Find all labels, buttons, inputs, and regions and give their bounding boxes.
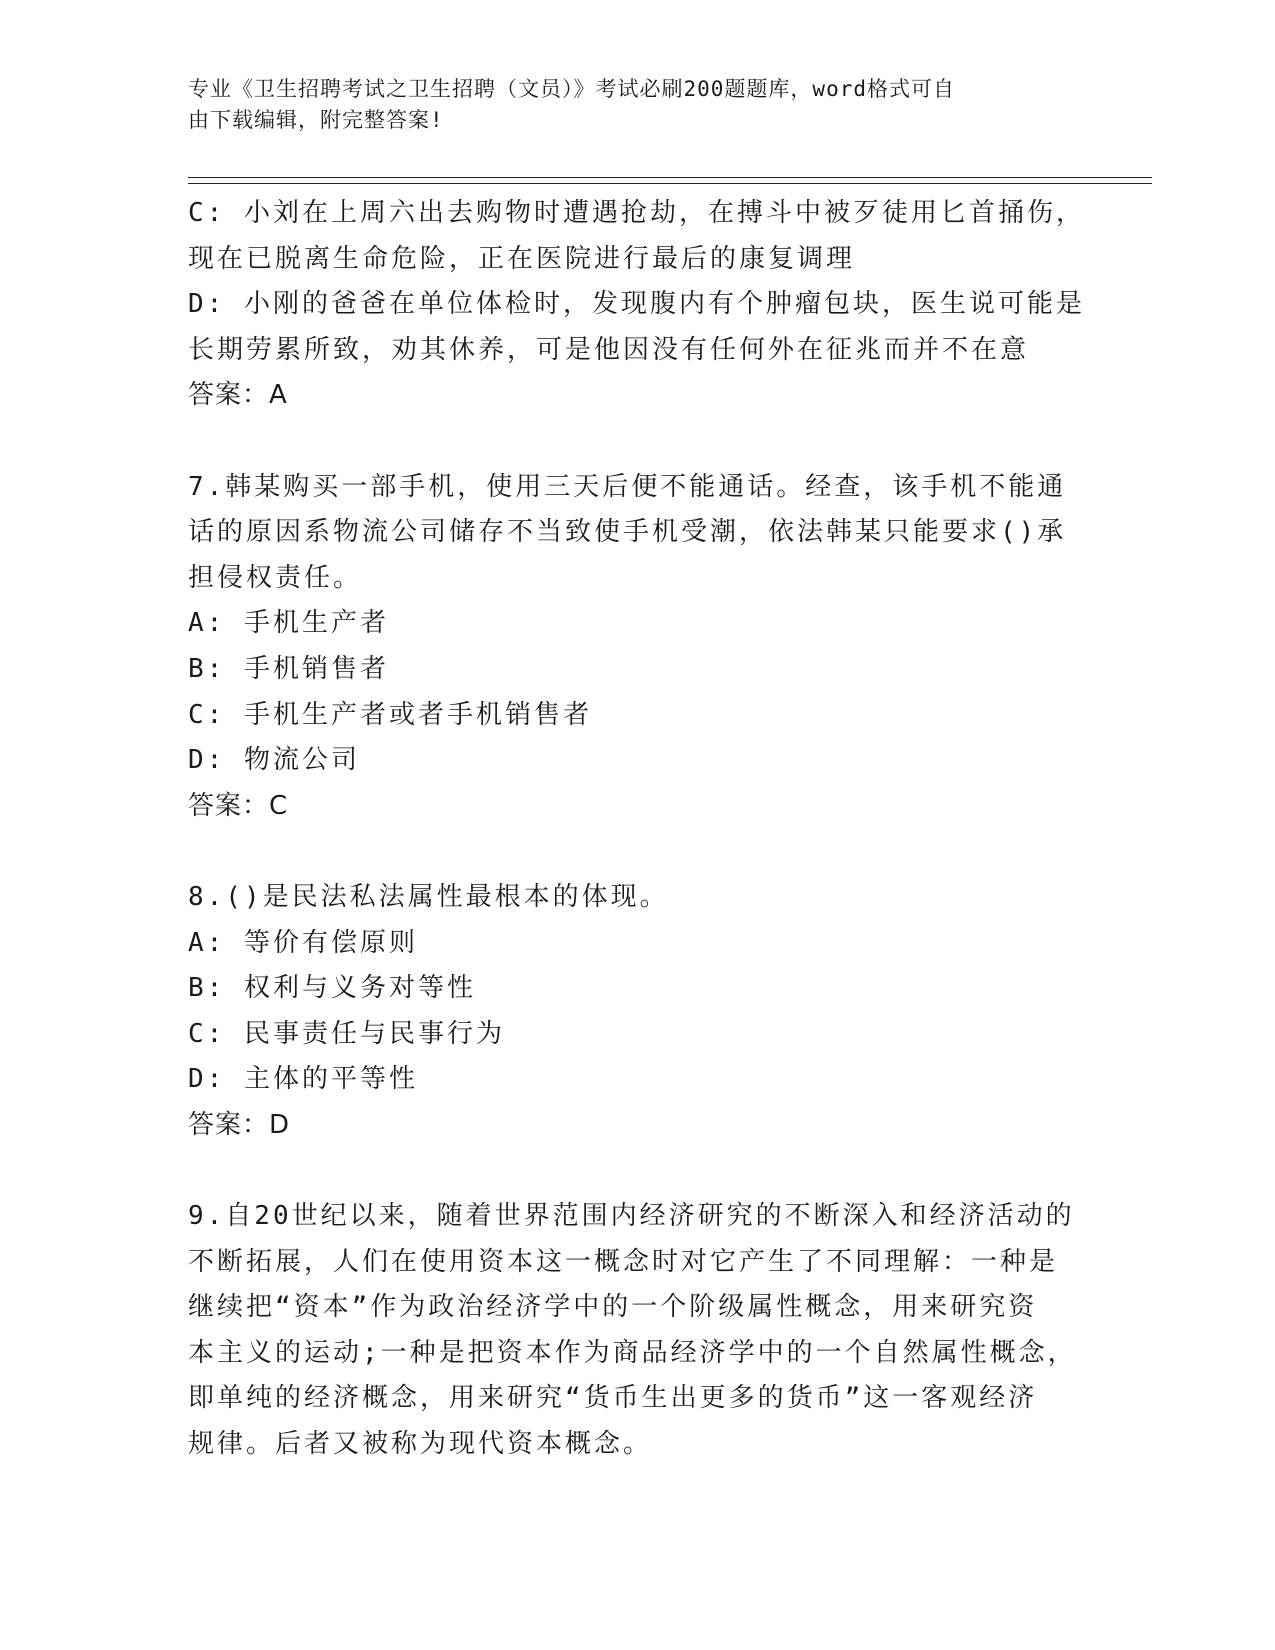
q7-option-c: C: 手机生产者或者手机销售者 bbox=[188, 699, 592, 730]
q6-option-d-line-1: D: 小刚的爸爸在单位体检时，发现腹内有个肿瘤包块，医生说可能是 bbox=[188, 289, 1085, 320]
header-title-line-1: 专业《卫生招聘考试之卫生招聘（文员）》考试必刷200题题库，word格式可自 bbox=[188, 77, 955, 101]
question-content bbox=[188, 191, 1088, 1468]
spacer bbox=[188, 419, 1088, 465]
header-rule-top bbox=[188, 177, 1152, 178]
q6-answer: 答案：A bbox=[188, 380, 288, 411]
question-8-block bbox=[188, 875, 1088, 1149]
q8-answer: 答案：D bbox=[188, 1109, 291, 1140]
q7-option-a: A: 手机生产者 bbox=[188, 608, 389, 639]
q9-stem-line-5: 即单纯的经济概念，用来研究“货币生出更多的货币”这一客观经济 bbox=[188, 1383, 1038, 1414]
q7-stem-line-1: 7.韩某购买一部手机，使用三天后便不能通话。经查，该手机不能通 bbox=[188, 471, 1067, 502]
question-7-block bbox=[188, 465, 1088, 830]
q7-option-d: D: 物流公司 bbox=[188, 745, 360, 776]
q6-option-d-line-2: 长期劳累所致，劝其休养，可是他因没有任何外在征兆而并不在意 bbox=[188, 334, 1030, 365]
q8-option-b: B: 权利与义务对等性 bbox=[188, 973, 476, 1004]
q8-option-d: D: 主体的平等性 bbox=[188, 1064, 418, 1095]
q7-answer: 答案：C bbox=[188, 790, 289, 821]
q8-option-a: A: 等价有偿原则 bbox=[188, 927, 418, 958]
question-6-block bbox=[188, 191, 1088, 419]
header-title-line-2: 由下载编辑，附完整答案! bbox=[188, 108, 444, 132]
question-9-block bbox=[188, 1194, 1088, 1468]
q7-stem-line-2: 话的原因系物流公司储存不当致使手机受潮，依法韩某只能要求()承 bbox=[188, 517, 1067, 548]
q9-stem-line-1: 9.自20世纪以来，随着世界范围内经济研究的不断深入和经济活动的 bbox=[188, 1201, 1075, 1232]
q9-stem-line-4: 本主义的运动;一种是把资本作为商品经济学中的一个自然属性概念， bbox=[188, 1337, 1077, 1368]
q6-option-c-line-1: C: 小刘在上周六出去购物时遭遇抢劫，在搏斗中被歹徒用匕首捅伤， bbox=[188, 198, 1085, 228]
q8-stem: 8.()是民法私法属性最根本的体现。 bbox=[188, 881, 669, 912]
q9-stem-line-3: 继续把“资本”作为政治经济学中的一个阶级属性概念，用来研究资 bbox=[188, 1292, 1038, 1323]
spacer bbox=[188, 829, 1088, 875]
q7-option-b: B: 手机销售者 bbox=[188, 653, 389, 684]
q9-stem-line-2: 不断拓展，人们在使用资本这一概念时对它产生了不同理解：一种是 bbox=[188, 1246, 1059, 1277]
page-header bbox=[188, 74, 1068, 136]
header-rule-bottom bbox=[188, 183, 1152, 184]
spacer bbox=[188, 1148, 1088, 1194]
q9-stem-line-6: 规律。后者又被称为现代资本概念。 bbox=[188, 1429, 653, 1460]
q7-stem-line-3: 担侵权责任。 bbox=[188, 562, 363, 593]
q6-option-c-line-2: 现在已脱离生命危险，正在医院进行最后的康复调理 bbox=[188, 243, 856, 274]
q8-option-c: C: 民事责任与民事行为 bbox=[188, 1018, 505, 1049]
